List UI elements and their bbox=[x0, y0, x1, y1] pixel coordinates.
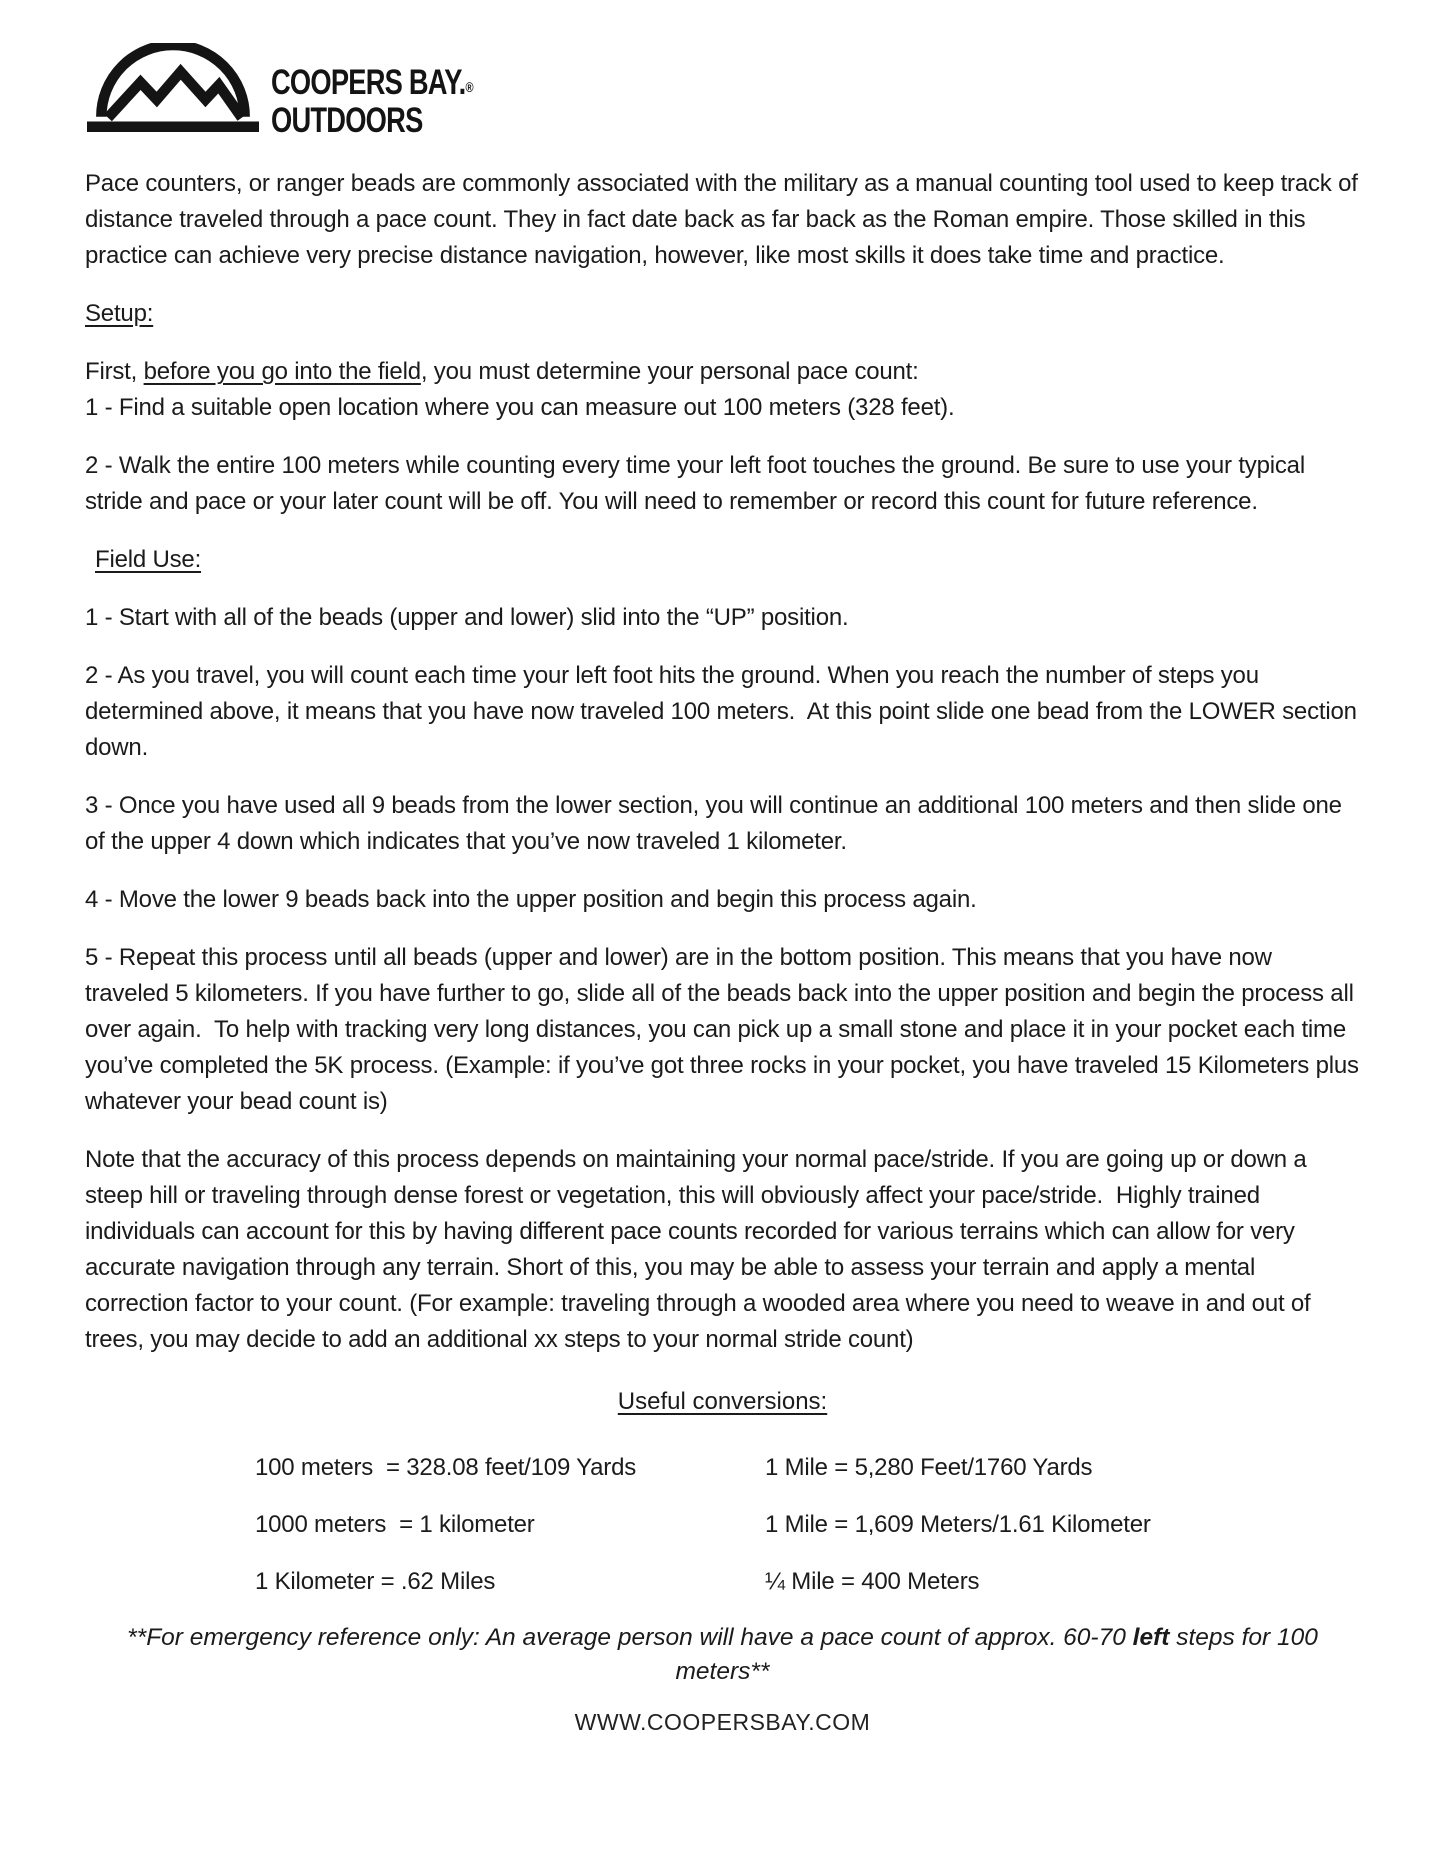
emergency-note-suffix: steps for 100 meters** bbox=[675, 1624, 1325, 1685]
website-text: WWW.COOPERSBAY.COM bbox=[574, 1709, 871, 1735]
field-use-step-1: 1 - Start with all of the beads (upper and lower) slid into the “UP” position. bbox=[85, 604, 849, 631]
brand-logo bbox=[87, 40, 1360, 140]
field-use-step-2: 2 - As you travel, you will count each time your left foot hits the ground. When you reach the number of steps you determined above, it means that you have now traveled 100 meters. At this point slide one bead from the LOWER section down. bbox=[85, 662, 1364, 761]
emergency-note-bold: left bbox=[1132, 1624, 1170, 1651]
field-use-heading-text: Field Use: bbox=[95, 546, 202, 573]
useful-conversions-heading bbox=[85, 1384, 1360, 1420]
conversion-cell: 1000 meters = 1 kilometer bbox=[255, 1511, 535, 1538]
setup-intro-suffix: , you must determine your personal pace count: bbox=[420, 358, 919, 385]
intro-paragraph: Pace counters, or ranger beads are commonly associated with the military as a manual counting tool used to keep track of distance traveled through a pace count. They in fact date back as far back as the Roman empire. Those skilled in this practice can achieve very precise distance navigation, however, like most skills it does take time and practice. bbox=[85, 170, 1365, 269]
field-use-heading bbox=[95, 542, 1360, 578]
brand-subname: OUTDOORS bbox=[271, 101, 423, 140]
brand-text bbox=[271, 63, 531, 140]
setup-intro-underlined: before you go into the field bbox=[143, 358, 421, 385]
emergency-note-prefix: **For emergency reference only: An average person will have a pace count of approx. 60-70 bbox=[127, 1624, 1133, 1651]
conversion-cell: 1 Mile = 5,280 Feet/1760 Yards bbox=[765, 1454, 1093, 1481]
setup-intro-prefix: First, bbox=[85, 358, 144, 385]
mountain-dome-logo-icon bbox=[87, 43, 259, 140]
field-use-step-4: 4 - Move the lower 9 beads back into the upper position and begin this process again. bbox=[85, 886, 977, 913]
conversion-cell: 1 Mile = 1,609 Meters/1.61 Kilometer bbox=[765, 1511, 1151, 1538]
useful-conversions-heading-text: Useful conversions: bbox=[617, 1388, 828, 1415]
registered-trademark-icon: ® bbox=[465, 79, 474, 95]
setup-heading-text: Setup: bbox=[85, 300, 154, 327]
accuracy-note-paragraph: Note that the accuracy of this process depends on maintaining your normal pace/stride. If you are going up or down a steep hill or traveling through dense forest or vegetation, this will obviously affect your pace/stride. Highly trained individuals can account for this by having different pace counts recorded for various terrains which can allow for very accurate navigation through any terrain. Short of this, you may be able to assess your terrain and apply a mental correction factor to your count. (For example: traveling through a wooded area where you need to weave in and out of trees, you may decide to add an additional xx steps to your normal stride count) bbox=[85, 1146, 1317, 1353]
conversion-cell: ¼ Mile = 400 Meters bbox=[765, 1568, 980, 1595]
emergency-reference-note bbox=[85, 1621, 1360, 1689]
brand-name-text: COOPERS BAY. bbox=[271, 63, 466, 102]
setup-intro-paragraph bbox=[85, 354, 1360, 426]
setup-step-2: 2 - Walk the entire 100 meters while counting every time your left foot touches the ground. Be sure to use your typical stride and pace or your later count will be off. You will need to remember or record this count for future reference. bbox=[85, 452, 1312, 515]
conversion-row bbox=[85, 1564, 1360, 1600]
field-use-step-3: 3 - Once you have used all 9 beads from the lower section, you will continue an additional 100 meters and then slide one of the upper 4 down which indicates that you’ve now traveled 1 kilometer. bbox=[85, 792, 1349, 855]
conversion-cell: 100 meters = 328.08 feet/109 Yards bbox=[255, 1454, 637, 1481]
setup-heading bbox=[85, 296, 1360, 332]
brand-name bbox=[271, 63, 474, 104]
field-use-step-5: 5 - Repeat this process until all beads (upper and lower) are in the bottom position. This means that you have now traveled 5 kilometers. If you have further to go, slide all of the beads back into the upper position and begin the process all over again. To help with tracking very long distances, you can pick up a small stone and place it in your pocket each time you’ve completed the 5K process. (Example: if you’ve got three rocks in your pocket, you have traveled 15 Kilometers plus whatever your bead count is) bbox=[85, 944, 1366, 1115]
conversion-row bbox=[85, 1507, 1360, 1543]
setup-step-1: 1 - Find a suitable open location where you can measure out 100 meters (328 feet). bbox=[85, 394, 955, 421]
conversion-cell: 1 Kilometer = .62 Miles bbox=[255, 1568, 496, 1595]
conversion-row bbox=[85, 1450, 1360, 1486]
